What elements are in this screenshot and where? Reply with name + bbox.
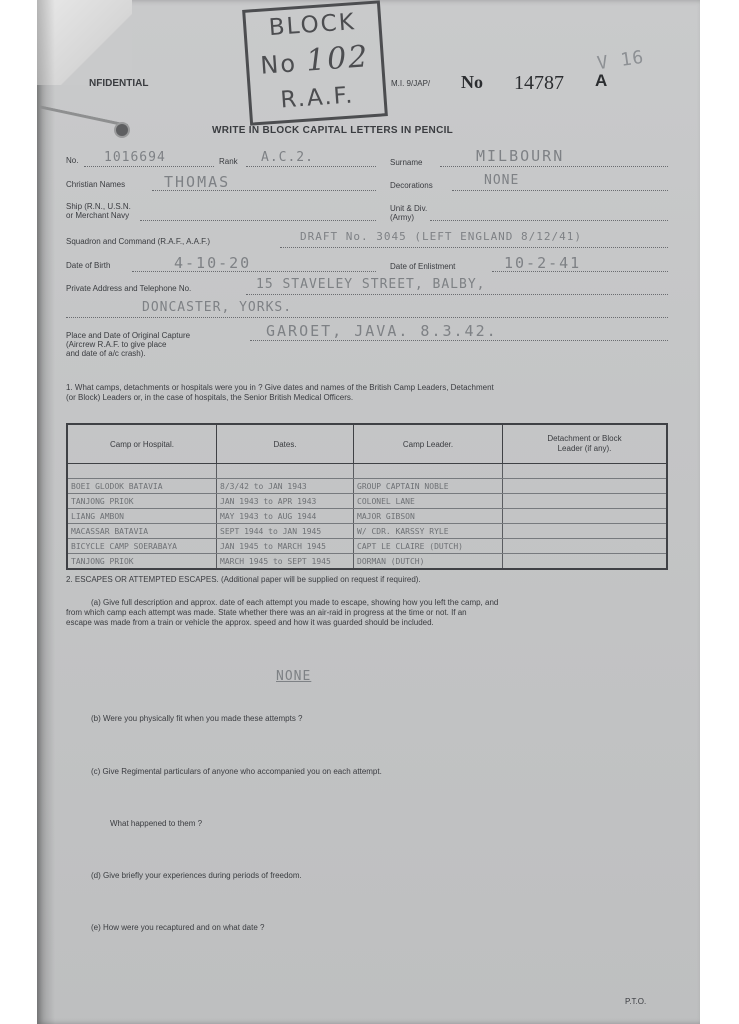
surname-label: Surname bbox=[390, 158, 423, 167]
stamp-no: No bbox=[259, 49, 298, 80]
table-header-row bbox=[67, 424, 667, 464]
cell-dates: SEPT 1944 to JAN 1945 bbox=[217, 524, 354, 539]
table-spacer-row bbox=[67, 464, 667, 479]
section-2-a-answer: NONE bbox=[276, 669, 312, 684]
address-line-1 bbox=[246, 294, 668, 295]
capture-value: GAROET, JAVA. 8.3.42. bbox=[266, 322, 498, 340]
cell-camp: BICYCLE CAMP SOERABAYA bbox=[67, 539, 217, 554]
cell-leader: DORMAN (DUTCH) bbox=[354, 554, 503, 570]
rank-value: A.C.2. bbox=[261, 150, 314, 165]
cell-detachment bbox=[503, 479, 668, 494]
cell-dates: 8/3/42 to JAN 1943 bbox=[217, 479, 354, 494]
cell-detachment bbox=[503, 494, 668, 509]
address-label: Private Address and Telephone No. bbox=[66, 284, 192, 293]
address-value-2: DONCASTER, YORKS. bbox=[142, 300, 293, 315]
header-dates: Dates. bbox=[217, 424, 354, 464]
cell-leader: COLONEL LANE bbox=[354, 494, 503, 509]
section-2-d: (d) Give briefly your experiences during periods of freedom. bbox=[91, 871, 302, 880]
cell-detachment bbox=[503, 509, 668, 524]
instruction-heading: WRITE IN BLOCK CAPITAL LETTERS IN PENCIL bbox=[212, 125, 454, 136]
no-value: 1016694 bbox=[104, 150, 166, 165]
enlistment-line bbox=[492, 271, 668, 272]
surname-line bbox=[440, 166, 668, 167]
surname-value: MILBOURN bbox=[476, 147, 565, 165]
unit-line bbox=[430, 220, 668, 221]
page-edge-shadow bbox=[37, 0, 55, 1024]
section-2-a-line-2: from which camp each attempt was made. State whether there was an air-raid in progress at the time or not. If an bbox=[66, 608, 467, 617]
capture-line bbox=[250, 340, 668, 341]
serial-suffix: A bbox=[595, 71, 608, 90]
confidential-label: NFIDENTIAL bbox=[89, 78, 149, 89]
header-camp-leader: Camp Leader. bbox=[354, 424, 503, 464]
no-label: No. bbox=[66, 156, 79, 165]
christian-names-label: Christian Names bbox=[66, 180, 126, 189]
no-line bbox=[84, 166, 214, 167]
cell-camp: BOEI GLODOK BATAVIA bbox=[67, 479, 217, 494]
cell-dates: MAY 1943 to AUG 1944 bbox=[217, 509, 354, 524]
header-detachment-leader: Detachment or Block Leader (if any). bbox=[503, 424, 668, 464]
stamp-block: BLOCK bbox=[268, 9, 357, 42]
capture-label-2: (Aircrew R.A.F. to give place bbox=[66, 340, 167, 349]
block-stamp bbox=[242, 0, 388, 125]
rank-line bbox=[246, 166, 376, 167]
squadron-value: DRAFT No. 3045 (LEFT ENGLAND 8/12/41) bbox=[300, 230, 583, 243]
section-2-title: 2. ESCAPES OR ATTEMPTED ESCAPES. (Additional paper will be supplied on request if required). bbox=[66, 575, 421, 584]
table-row bbox=[67, 539, 667, 554]
section-2-a-line-3: escape was made from a train or vehicle the approx. speed and how it was guarded should be included. bbox=[66, 618, 434, 627]
serial-number: 14787 bbox=[514, 72, 564, 94]
ship-label-1: Ship (R.N., U.S.N. bbox=[66, 202, 131, 211]
section-2-c: (c) Give Regimental particulars of anyone who accompanied you on each attempt. bbox=[91, 767, 382, 776]
cell-dates: MARCH 1945 to SEPT 1945 bbox=[217, 554, 354, 570]
section-2-a-line-1: (a) Give full description and approx. date of each attempt you made to escape, showing how you left the camp, and bbox=[91, 598, 499, 607]
enlistment-value: 10-2-41 bbox=[504, 254, 582, 272]
corner-note: V 16 bbox=[595, 46, 646, 75]
christian-names-value: THOMAS bbox=[164, 173, 231, 191]
cell-camp: MACASSAR BATAVIA bbox=[67, 524, 217, 539]
cell-detachment bbox=[503, 539, 668, 554]
eyelet-icon bbox=[116, 124, 128, 136]
address-line-2 bbox=[66, 317, 668, 318]
capture-label-1: Place and Date of Original Capture bbox=[66, 331, 191, 340]
question-1-line-2: (or Block) Leaders or, in the case of hospitals, the Senior British Medical Officers. bbox=[66, 393, 354, 402]
cell-camp: LIANG AMBON bbox=[67, 509, 217, 524]
question-1-line-1: 1. What camps, detachments or hospitals were you in ? Give dates and names of the British Camp Leaders, Detachment bbox=[66, 383, 494, 392]
address-value-1: 15 STAVELEY STREET, BALBY, bbox=[256, 277, 486, 292]
stamp-raf: R.A.F. bbox=[279, 82, 356, 114]
table-row bbox=[67, 554, 667, 570]
capture-label-3: and date of a/c crash). bbox=[66, 349, 146, 358]
cell-leader: GROUP CAPTAIN NOBLE bbox=[354, 479, 503, 494]
unit-label-1: Unit & Div. bbox=[390, 204, 428, 213]
ship-line bbox=[140, 220, 376, 221]
number-label: No bbox=[461, 72, 483, 92]
header-camp: Camp or Hospital. bbox=[67, 424, 217, 464]
cell-camp: TANJONG PRIOK bbox=[67, 554, 217, 570]
squadron-line bbox=[280, 247, 668, 248]
ship-label-2: or Merchant Navy bbox=[66, 211, 130, 220]
dob-line bbox=[132, 271, 376, 272]
dob-value: 4-10-20 bbox=[174, 254, 252, 272]
decorations-value: NONE bbox=[484, 173, 520, 188]
decorations-label: Decorations bbox=[390, 181, 433, 190]
rank-label: Rank bbox=[219, 157, 238, 166]
section-2-b: (b) Were you physically fit when you made these attempts ? bbox=[91, 714, 303, 723]
section-2-c-follow: What happened to them ? bbox=[110, 819, 203, 828]
cell-camp: TANJONG PRIOK bbox=[67, 494, 217, 509]
section-2-e: (e) How were you recaptured and on what date ? bbox=[91, 923, 265, 932]
dob-label: Date of Birth bbox=[66, 261, 111, 270]
table-row bbox=[67, 509, 667, 524]
stamp-number: 102 bbox=[304, 39, 371, 79]
camps-table bbox=[66, 423, 668, 570]
cell-dates: JAN 1943 to APR 1943 bbox=[217, 494, 354, 509]
cell-leader: CAPT LE CLAIRE (DUTCH) bbox=[354, 539, 503, 554]
table-row bbox=[67, 524, 667, 539]
squadron-label: Squadron and Command (R.A.F., A.A.F.) bbox=[66, 237, 211, 246]
pto-label: P.T.O. bbox=[625, 997, 647, 1006]
table-row bbox=[67, 479, 667, 494]
cell-leader: W/ CDR. KARSSY RYLE bbox=[354, 524, 503, 539]
decorations-line bbox=[452, 190, 668, 191]
form-code: M.I. 9/JAP/ bbox=[391, 79, 431, 88]
unit-label-2: (Army) bbox=[390, 213, 414, 222]
enlistment-label: Date of Enlistment bbox=[390, 262, 456, 271]
christian-names-line bbox=[152, 190, 376, 191]
cell-detachment bbox=[503, 554, 668, 570]
cell-leader: MAJOR GIBSON bbox=[354, 509, 503, 524]
cell-detachment bbox=[503, 524, 668, 539]
cell-dates: JAN 1945 to MARCH 1945 bbox=[217, 539, 354, 554]
table-row bbox=[67, 494, 667, 509]
